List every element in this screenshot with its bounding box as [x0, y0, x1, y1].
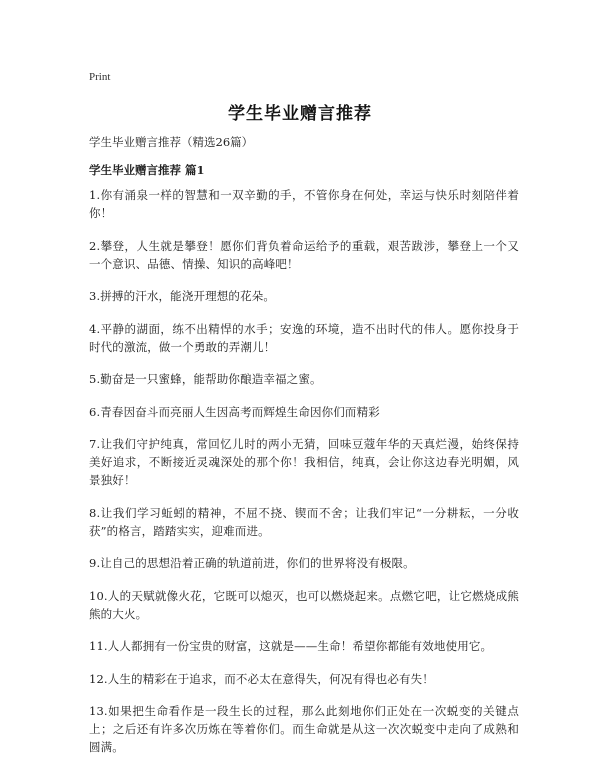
quote-item: 3.拼搏的汗水，能浇开理想的花朵。	[89, 289, 276, 303]
quote-item: 9.让自己的思想沿着正确的轨道前进，你们的世界将没有极限。	[89, 556, 415, 570]
document-title: 学生毕业赠言推荐	[228, 104, 372, 124]
quote-item: 13.如果把生命看作是一段生长的过程，那么此刻地你们正处在一次蜕变的关键点上；之后还有许多次历炼在等着你们。而生命就是从这一次次蜕变中走向了成熟和圆满。	[89, 704, 519, 754]
quote-item: 7.让我们守护纯真，常回忆儿时的两小无猜，回味豆蔻年华的天真烂漫，始终保持美好追求，不断接近灵魂深处的那个你！我相信，纯真，会让你这边春光明媚，风景独好！	[89, 437, 519, 487]
quote-item: 2.攀登，人生就是攀登！愿你们背负着命运给予的重载，艰苦跋涉，攀登上一个又一个意识、品德、情操、知识的高峰吧！	[89, 238, 519, 271]
quote-item: 4.平静的湖面，练不出精悍的水手；安逸的环境，造不出时代的伟人。愿你投身于时代的激流，做一个勇敢的弄潮儿！	[89, 321, 519, 354]
quote-list	[89, 186, 519, 771]
quote-item: 6.青春因奋斗而亮丽人生因高考而辉煌生命因你们而精彩	[89, 404, 380, 419]
print-link[interactable]: Print	[89, 71, 111, 83]
quote-item: 5.勤奋是一只蜜蜂，能帮助你酿造幸福之蜜。	[89, 372, 322, 386]
quote-item: 10.人的天赋就像火花，它既可以熄灭，也可以燃烧起来。点燃它吧，让它燃烧成熊熊的大火。	[89, 588, 519, 621]
quote-item: 1.你有涌泉一样的智慧和一双辛勤的手，不管你身在何处，幸运与快乐时刻陪伴着你！	[89, 188, 519, 220]
document-subtitle: 学生毕业赠言推荐（精选26篇）	[89, 135, 254, 149]
quote-item: 12.人生的精彩在于追求，而不必太在意得失，何况有得也必有失！	[89, 671, 434, 686]
section-heading: 学生毕业赠言推荐 篇1	[89, 163, 205, 177]
quote-item: 8.让我们学习蚯蚓的精神，不屈不挠、锲而不舍；让我们牢记“一分耕耘，一分收获”的格言，踏踏实实，迎难而进。	[89, 505, 519, 538]
quote-item: 11.人人都拥有一份宝贵的财富，这就是——生命！希望你都能有效地使用它。	[89, 639, 493, 653]
